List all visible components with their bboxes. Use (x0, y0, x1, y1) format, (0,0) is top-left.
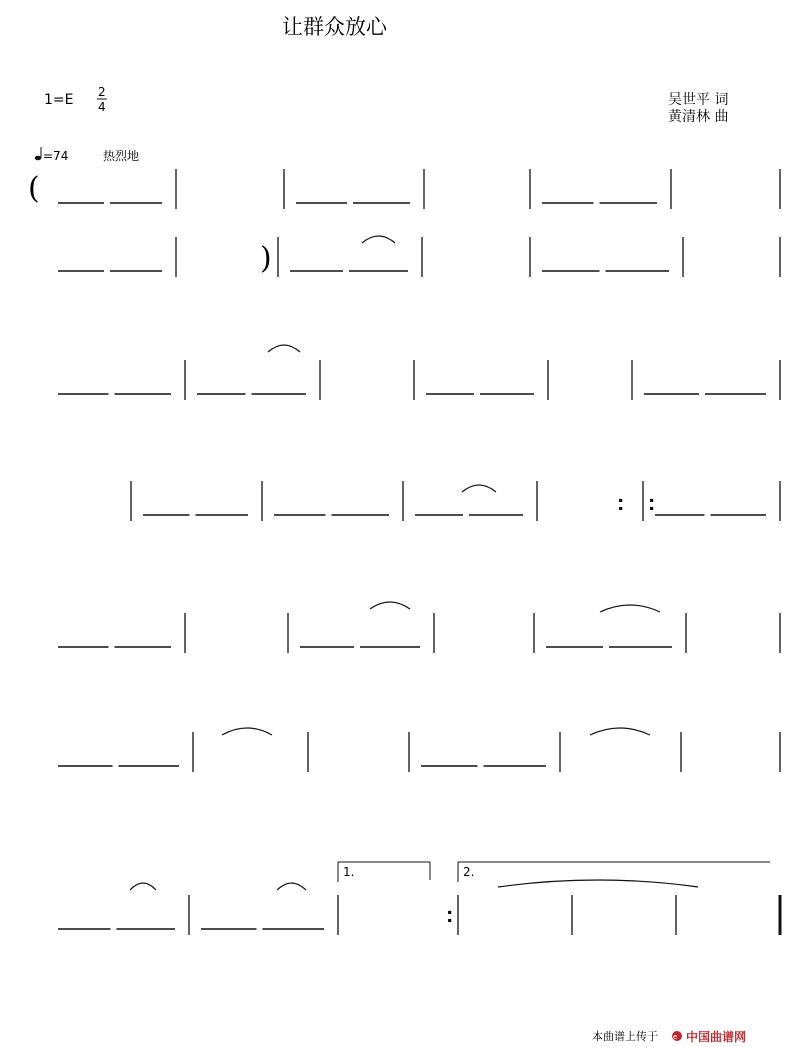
slur (370, 602, 410, 609)
intro-close-paren: ) (260, 241, 272, 276)
slur (600, 605, 660, 612)
quarter-note-icon (35, 147, 41, 160)
time-signature-bottom: 4 (98, 100, 106, 114)
composer-credit: 黄清林 曲 (668, 109, 729, 125)
svg-text:2.: 2. (463, 865, 475, 879)
song-title: 让群众放心 (282, 15, 387, 39)
slur (277, 883, 306, 890)
key-signature: 1=E (44, 92, 74, 108)
upload-note: 本曲谱上传于 (592, 1030, 658, 1043)
site-brand: 中国曲谱网 (686, 1030, 747, 1044)
svg-text:e: e (673, 1033, 678, 1041)
tempo-expression: 热烈地 (103, 149, 140, 163)
volta-first-bracket (338, 862, 430, 882)
repeat-start-dots: : (648, 490, 656, 515)
intro-open-paren: ( (28, 171, 40, 206)
svg-text:1.: 1. (343, 865, 355, 879)
slur (130, 883, 156, 890)
tempo-value: =74 (43, 149, 69, 163)
slur (362, 236, 395, 243)
slur (222, 728, 272, 735)
staff-layer (58, 169, 780, 935)
slur (590, 728, 650, 735)
volta-repeat-dots: : (446, 902, 454, 927)
lyricist-credit: 吴世平 词 (668, 92, 729, 108)
site-logo-icon (672, 1031, 682, 1041)
slur (462, 485, 496, 492)
repeat-end-dots: : (617, 490, 625, 515)
slur (268, 345, 300, 352)
slur (498, 880, 698, 887)
time-signature-top: 2 (98, 85, 106, 99)
volta-second-bracket (458, 862, 770, 882)
